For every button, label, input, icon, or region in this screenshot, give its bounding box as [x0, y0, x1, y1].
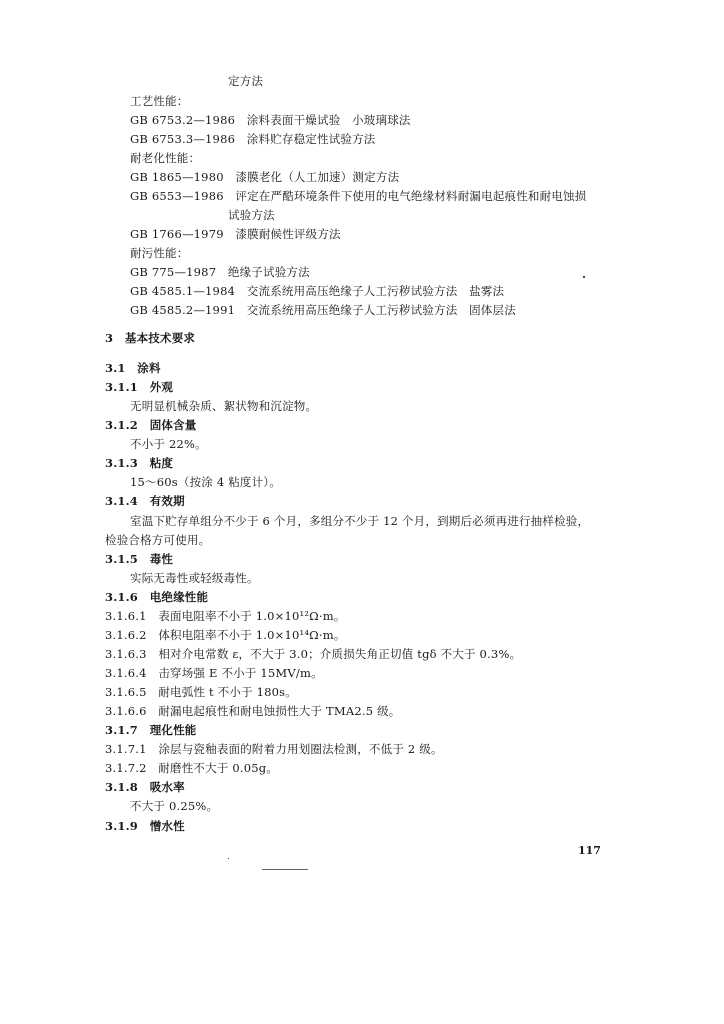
text-line: GB 6753.2—1986 涂料表面干燥试验 小玻璃球法 [130, 113, 411, 127]
text-line: 试验方法 [228, 208, 275, 222]
text-line: 3.1.6.4 击穿场强 E 不小于 15MV/m。 [105, 666, 323, 680]
section-heading: 3.1.4 有效期 [105, 494, 185, 508]
text-line: GB 1865—1980 漆膜老化（人工加速）测定方法 [130, 170, 400, 184]
section-heading: 3.1.3 粘度 [105, 456, 174, 470]
text-line: GB 4585.2—1991 交流系统用高压绝缘子人工污秽试验方法 固体层法 [130, 303, 516, 317]
scan-speck [583, 276, 585, 278]
page-number: 117 [578, 844, 601, 857]
text-line: 耐污性能： [130, 246, 189, 260]
scan-speck [262, 869, 308, 870]
section-heading: 3.1.6 电绝缘性能 [105, 590, 209, 604]
text-line: 不小于 22%。 [130, 437, 207, 451]
text-line: 不大于 0.25%。 [130, 799, 219, 813]
section-heading: 3.1.1 外观 [105, 380, 174, 394]
text-line: 3.1.6.2 体积电阻率不小于 1.0×10¹⁴Ω·m。 [105, 628, 346, 642]
text-line: 3.1.7.2 耐磨性不大于 0.05g。 [105, 761, 279, 775]
text-line: 3.1.6.3 相对介电常数 ε，不大于 3.0；介质损失角正切值 tgδ 不大于 0.3%。 [105, 647, 522, 661]
text-line: 工艺性能： [130, 94, 189, 108]
text-line: 3.1.6.1 表面电阻率不小于 1.0×10¹²Ω·m。 [105, 609, 346, 623]
text-line: 3.1.6.5 耐电弧性 t 不小于 180s。 [105, 685, 297, 699]
text-line: 3.1.6.6 耐漏电起痕性和耐电蚀损性大于 TMA2.5 级。 [105, 704, 401, 718]
text-line: 实际无毒性或轻级毒性。 [130, 571, 259, 585]
text-line: 检验合格方可使用。 [105, 533, 211, 547]
section-heading: 3.1.5 毒性 [105, 552, 174, 566]
text-line: GB 775—1987 绝缘子试验方法 [130, 265, 310, 279]
text-line: GB 6553—1986 评定在严酷环境条件下使用的电气绝缘材料耐漏电起痕性和耐电蚀损 [130, 189, 587, 203]
text-line: 无明显机械杂质、絮状物和沉淀物。 [130, 399, 318, 413]
section-heading: 3 基本技术要求 [105, 331, 196, 345]
section-heading: 3.1.8 吸水率 [105, 780, 185, 794]
text-line: 3.1.7.1 涂层与瓷釉表面的附着力用划圈法检测，不低于 2 级。 [105, 742, 443, 756]
text-line: 15～60s（按涂 4 粘度计）。 [130, 475, 281, 489]
text-line: 定方法 [228, 74, 264, 88]
section-heading: 3.1.7 理化性能 [105, 723, 197, 737]
section-heading: 3.1.9 憎水性 [105, 819, 185, 833]
text-line: 耐老化性能： [130, 151, 201, 165]
section-heading: 3.1 涂料 [105, 361, 161, 375]
section-heading: 3.1.2 固体含量 [105, 418, 197, 432]
text-line: GB 1766—1979 漆膜耐候性评级方法 [130, 227, 341, 241]
text-line: GB 6753.3—1986 涂料贮存稳定性试验方法 [130, 132, 376, 146]
text-line: 室温下贮存单组分不少于 6 个月，多组分不少于 12 个月，到期后必须再进行抽样检验， [130, 514, 590, 528]
scan-speck [228, 858, 229, 859]
text-line: GB 4585.1—1984 交流系统用高压绝缘子人工污秽试验方法 盐雾法 [130, 284, 505, 298]
